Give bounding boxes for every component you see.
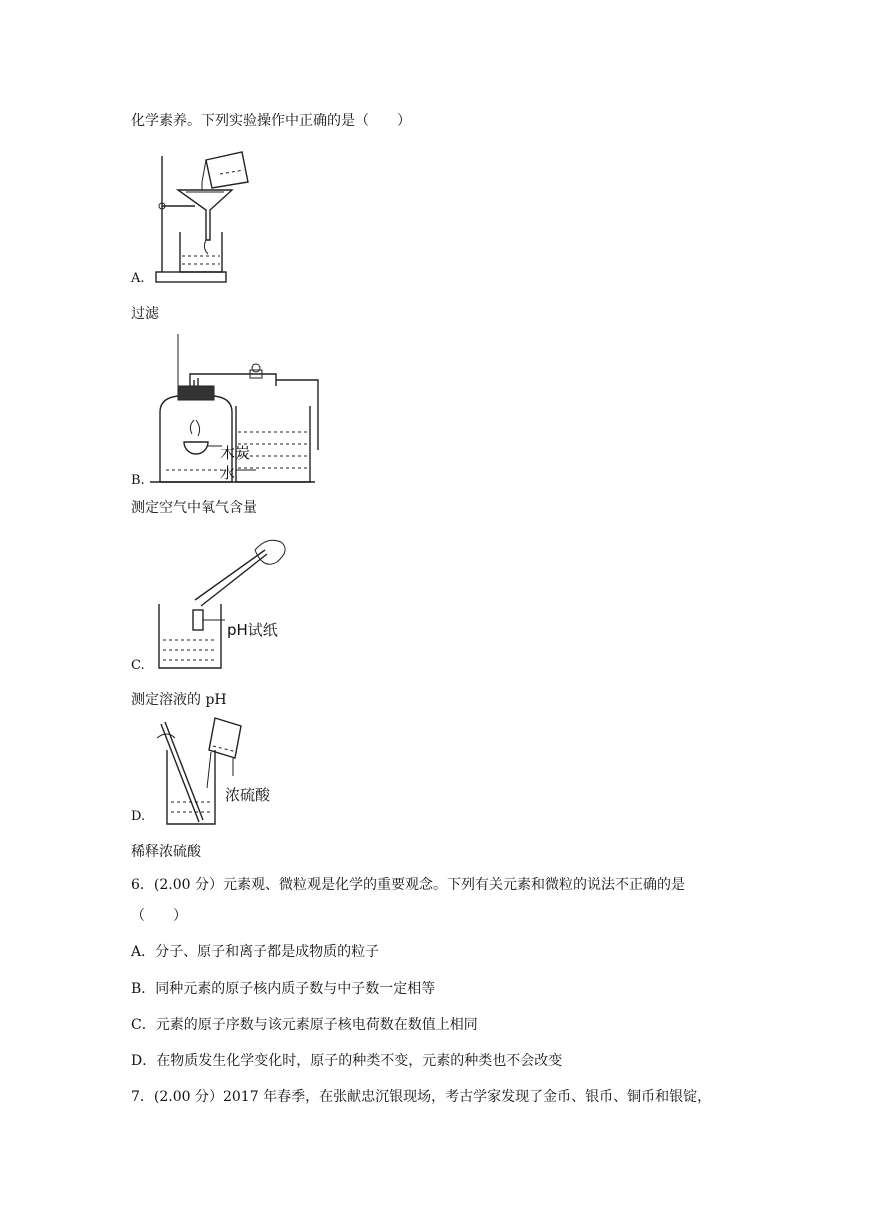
option-d-caption: 稀释浓硫酸 (131, 844, 201, 860)
q6-choice-c: C．元素的原子序数与该元素原子核电荷数在数值上相同 (131, 1017, 478, 1033)
charcoal-label: 木炭 (220, 444, 251, 462)
q7-stem: 7．(2.00 分）2017 年春季，在张献忠沉银现场，考古学家发现了金币、银币、铜币和银锭， (131, 1089, 712, 1105)
q6-choice-d: D．在物质发生化学变化时，原子的种类不变，元素的种类也不会改变 (131, 1053, 563, 1069)
q6-paren: （ ） (131, 908, 187, 924)
oxygen-measurement-figure (150, 334, 320, 484)
ph-measurement-figure (155, 536, 295, 672)
question-intro: 化学素养。下列实验操作中正确的是（ ） (131, 113, 411, 129)
option-a-caption: 过滤 (131, 306, 159, 322)
q6-stem: 6．(2.00 分）元素观、微粒观是化学的重要观念。下列有关元素和微粒的说法不正确的是 (131, 877, 685, 893)
option-b-caption: 测定空气中氧气含量 (131, 500, 257, 516)
sulfuric-acid-label: 浓硫酸 (225, 786, 271, 804)
option-c-caption: 测定溶液的 pH (131, 692, 227, 708)
filtration-figure (150, 148, 260, 283)
option-b-letter: B. (131, 473, 145, 488)
option-c-letter: C. (131, 658, 145, 673)
water-label: 水 (220, 464, 236, 482)
q6-choice-a: A．分子、原子和离子都是成物质的粒子 (131, 944, 380, 960)
option-a-letter: A. (131, 271, 145, 286)
q6-choice-b: B．同种元素的原子核内质子数与中子数一定相等 (131, 981, 436, 997)
option-d-letter: D. (131, 809, 146, 824)
ph-paper-label: pH试纸 (227, 621, 278, 639)
dilution-figure (155, 718, 285, 828)
